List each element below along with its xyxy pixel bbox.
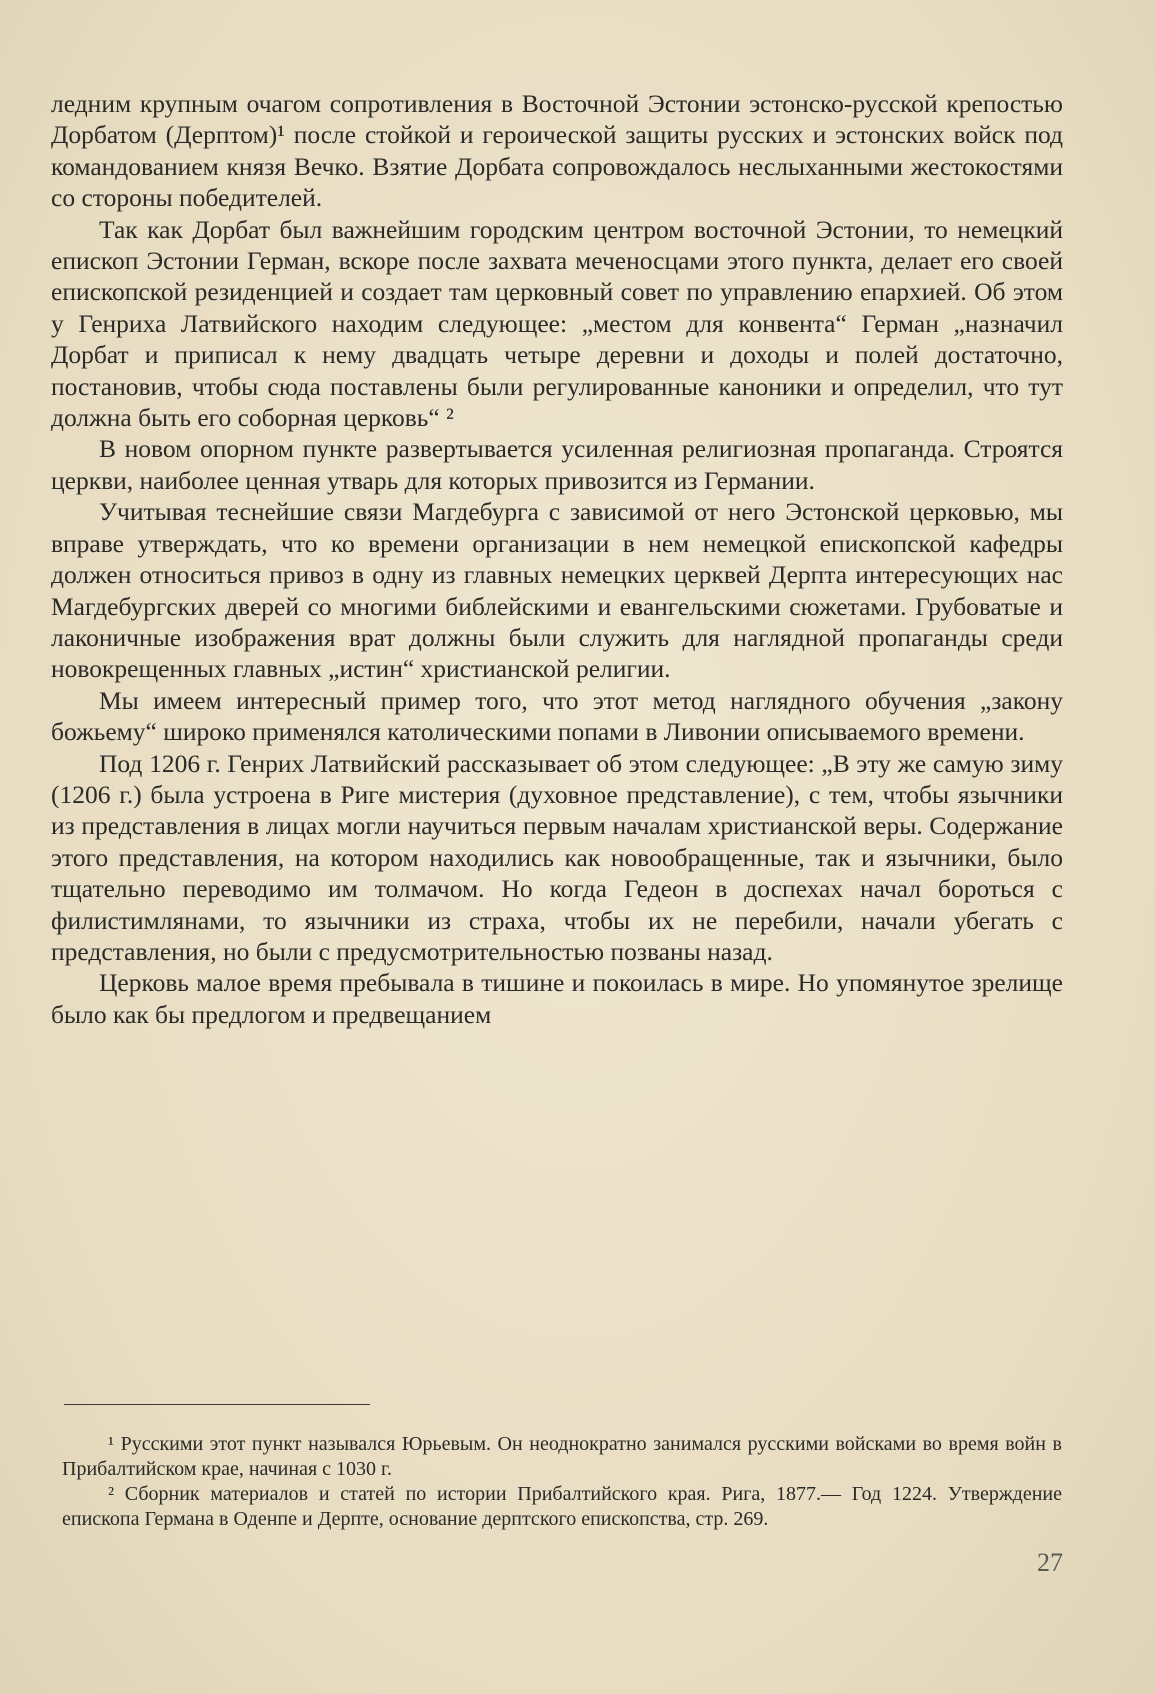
footnote-2: ² Сборник материалов и статей по истории Прибалтийского края. Рига, 1877.— Год 1224. Утверждение епископа Германа в Оденпе и Дерпте, основание дерптского епископства, стр. 269. <box>62 1483 1062 1530</box>
paragraph-7: Церковь малое время пребывала в тишине и покоилась в мире. Но упомянутое зрелище было как бы предлогом и предвещанием <box>51 968 1063 1029</box>
main-text <box>51 88 1063 1030</box>
paragraph-3: В новом опорном пункте развертывается усиленная религиозная пропаганда. Строятся церкви, наиболее ценная утварь для которых привозится из Германии. <box>51 434 1063 495</box>
paragraph-2: Так как Дорбат был важнейшим городским центром восточной Эстонии, то немецкий епископ Эстонии Герман, вскоре после захвата меченосцами этого пункта, делает его своей епископской резиденцией и создает там церковный совет по управлению епархией. Об этом у Генриха Латвийского находим следующее: „местом для конвента“ Герман „назначил Дорбат и приписал к нему двадцать четыре деревни и доходы и полей достаточно, постановив, чтобы сюда поставлены были регулированные каноники и определил, что тут должна быть его соборная церковь“ ² <box>51 214 1063 433</box>
paragraph-5: Мы имеем интересный пример того, что этот метод наглядного обучения „закону божьему“ широко применялся католическими попами в Ливонии описываемого времени. <box>51 685 1063 747</box>
paragraph-6: Под 1206 г. Генрих Латвийский рассказывает об этом следующее: „В эту же самую зиму (1206 г.) была устроена в Риге мистерия (духовное представление), с тем, чтобы язычники из представления в лицах могли научиться первым началам христианской веры. Содержание этого представления, на котором находились как новообращенные, так и язычники, было тщательно переводимо им толмачом. Но когда Гедеон в доспехах начал бороться с филистимлянами, то язычники из страха, чтобы их не перебили, начали убегать с представления, но были с предусмотрительностью позваны назад. <box>51 748 1063 966</box>
paragraph-1: ледним крупным очагом сопротивления в Восточной Эстонии эстонско-русской крепостью Дорбатом (Дерптом)¹ после стойкой и героической защиты русских и эстонских войск под командованием князя Вечко. Взятие Дорбата сопровождалось неслыханными жестокостями со стороны победителей. <box>51 89 1063 213</box>
page-number: 27 <box>1037 1548 1063 1577</box>
footnotes <box>62 1432 1062 1532</box>
footnote-1: ¹ Русскими этот пункт назывался Юрьевым. Он неоднократно занимался русскими войсками во время войн в Прибалтийском крае, начиная с 1030 г. <box>62 1433 1062 1480</box>
footnote-divider <box>64 1404 370 1405</box>
paragraph-4: Учитывая теснейшие связи Магдебурга с зависимой от него Эстонской церковью, мы вправе утверждать, что ко времени организации в нем немецкой епископской кафедры должен относиться привоз в одну из главных немецких церквей Дерпта интересующих нас Магдебургских дверей со многими библейскими и евангельскими сюжетами. Грубоватые и лаконичные изображения врат должны были служить для наглядной пропаганды среди новокрещенных главных „истин“ христианской религии. <box>51 497 1063 684</box>
